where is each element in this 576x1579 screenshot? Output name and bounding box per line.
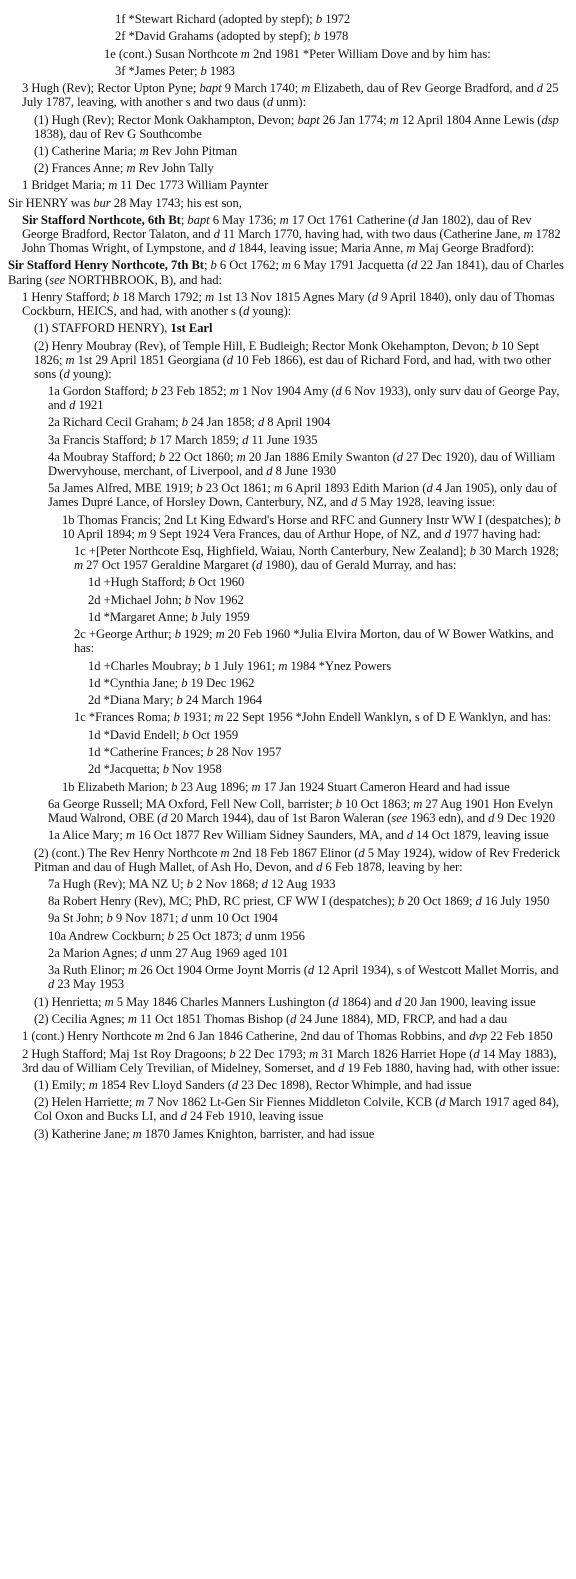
- genealogy-page: [0, 12, 576, 1144]
- genealogy-entry: (1) Hugh (Rev); Rector Monk Oakhampton, Devon; bapt 26 Jan 1774; m 12 April 1804 Anne Lewis (dsp 1838), dau of Rev G Southcombe: [34, 112, 559, 141]
- genealogy-entry: 2c +George Arthur; b 1929; m 20 Feb 1960 *Julia Elvira Morton, dau of W Bower Watkins, and has:: [74, 627, 554, 656]
- genealogy-entry: 2d *Jacquetta; b Nov 1958: [88, 762, 222, 777]
- genealogy-entry: 3a Ruth Elinor; m 26 Oct 1904 Orme Joynt Morris (d 12 April 1934), s of Westcott Mallet Morris, and d 23 May 1953: [48, 963, 559, 992]
- genealogy-entry: 1 (cont.) Henry Northcote m 2nd 6 Jan 1846 Catherine, 2nd dau of Thomas Robbins, and dvp 22 Feb 1850: [22, 1029, 553, 1044]
- genealogy-entry: 1d *Catherine Frances; b 28 Nov 1957: [88, 745, 282, 760]
- genealogy-entry: (2) Cecilia Agnes; m 11 Oct 1851 Thomas Bishop (d 24 June 1884), MD, FRCP, and had a dau: [34, 1011, 508, 1026]
- genealogy-entry: 1 Henry Stafford; b 18 March 1792; m 1st 13 Nov 1815 Agnes Mary (d 9 April 1840), only dau of Thomas Cockburn, HEICS, and had, with another s (d young):: [22, 289, 555, 318]
- genealogy-entry: 1 Bridget Maria; m 11 Dec 1773 William Paynter: [22, 178, 269, 193]
- genealogy-entry: (1) Catherine Maria; m Rev John Pitman: [34, 143, 238, 158]
- genealogy-entry: 2a Richard Cecil Graham; b 24 Jan 1858; d 8 April 1904: [48, 415, 331, 430]
- genealogy-entry: (1) Emily; m 1854 Rev Lloyd Sanders (d 23 Dec 1898), Rector Whimple, and had issue: [34, 1077, 472, 1092]
- genealogy-entry: 1f *Stewart Richard (adopted by stepf); b 1972: [115, 12, 351, 26]
- genealogy-entry: 4a Moubray Stafford; b 22 Oct 1860; m 20 Jan 1886 Emily Swanton (d 27 Dec 1920), dau of William Dwervyhouse, merchant, of Liverpool, and d 8 June 1930: [48, 449, 556, 478]
- genealogy-entry: 7a Hugh (Rev); MA NZ U; b 2 Nov 1868; d 12 Aug 1933: [48, 876, 336, 891]
- genealogy-entry: 10a Andrew Cockburn; b 25 Oct 1873; d unm 1956: [48, 928, 305, 943]
- genealogy-entry: 1a Gordon Stafford; b 23 Feb 1852; m 1 Nov 1904 Amy (d 6 Nov 1933), only surv dau of George Pay, and d 1921: [48, 383, 560, 413]
- genealogy-entry: 1d *Cynthia Jane; b 19 Dec 1962: [88, 675, 255, 690]
- genealogy-entry: 1b Elizabeth Marion; b 23 Aug 1896; m 17 Jan 1924 Stuart Cameron Heard and had issue: [62, 779, 510, 794]
- genealogy-entry: 2d +Michael John; b Nov 1962: [88, 592, 244, 607]
- genealogy-entry: 1b Thomas Francis; 2nd Lt King Edward's Horse and RFC and Gunnery Instr WW I (despatches); b 10 April 1894; m 9 Sept 1924 Vera Frances, dau of Arthur Hope, of NZ, and d 1977 having had:: [62, 512, 561, 541]
- genealogy-entry: 1e (cont.) Susan Northcote m 2nd 1981 *Peter William Dove and by him has:: [104, 46, 491, 61]
- genealogy-entry: Sir Stafford Henry Northcote, 7th Bt; b 6 Oct 1762; m 6 May 1791 Jacquetta (d 22 Jan 1841), dau of Charles Baring (see NORTHBROOK, B), and had:: [8, 258, 564, 287]
- genealogy-entry: 1a Alice Mary; m 16 Oct 1877 Rev William Sidney Saunders, MA, and d 14 Oct 1879, leaving issue: [48, 828, 549, 843]
- genealogy-entry: 1d +Charles Moubray; b 1 July 1961; m 1984 *Ynez Powers: [88, 658, 392, 673]
- genealogy-entry: 6a George Russell; MA Oxford, Fell New Coll, barrister; b 10 Oct 1863; m 27 Aug 1901 Hon Evelyn Maud Walrond, OBE (d 20 March 1944), dau of 1st Baron Waleran (see 1963 edn), and d 9 Dec 1920: [48, 796, 555, 825]
- genealogy-entry: 1c +[Peter Northcote Esq, Highfield, Waiau, North Canterbury, New Zealand]; b 30 March 1928; m 27 Oct 1957 Geraldine Margaret (d 1980), dau of Gerald Murray, and has:: [74, 544, 559, 573]
- genealogy-entry: (2) Frances Anne; m Rev John Tally: [34, 161, 214, 176]
- genealogy-entry: 2d *Diana Mary; b 24 March 1964: [88, 693, 263, 708]
- genealogy-entry: 1d *Margaret Anne; b July 1959: [88, 609, 250, 624]
- genealogy-entry: 2f *David Grahams (adopted by stepf); b 1978: [115, 29, 349, 44]
- genealogy-entry: Sir HENRY was bur 28 May 1743; his est son,: [8, 195, 242, 210]
- genealogy-entry: (1) Henrietta; m 5 May 1846 Charles Manners Lushington (d 1864) and d 20 Jan 1900, leaving issue: [34, 994, 536, 1009]
- genealogy-entry: (2) Helen Harriette; m 7 Nov 1862 Lt-Gen Sir Fiennes Middleton Colvile, KCB (d March 1917 aged 84), Col Oxon and Bucks LI, and d 24 Feb 1910, leaving issue: [34, 1095, 559, 1124]
- genealogy-entry: 5a James Alfred, MBE 1919; b 23 Oct 1861; m 6 April 1893 Edith Marion (d 4 Jan 1905), only dau of James Dupré Lance, of Horsley Down, Canterbury, NZ, and d 5 May 1928, leaving issue:: [48, 481, 558, 510]
- genealogy-entry: 3a Francis Stafford; b 17 March 1859; d 11 June 1935: [48, 432, 318, 447]
- genealogy-entry: 3f *James Peter; b 1983: [115, 63, 235, 78]
- genealogy-entry: 2a Marion Agnes; d unm 27 Aug 1969 aged 101: [48, 946, 289, 961]
- genealogy-entry: (2) (cont.) The Rev Henry Northcote m 2nd 18 Feb 1867 Elinor (d 5 May 1924), widow of Rev Frederick Pitman and dau of Hugh Mallet, of Ash Ho, Devon, and d 6 Feb 1878, leaving by her:: [34, 845, 561, 874]
- genealogy-entry: Sir Stafford Northcote, 6th Bt; bapt 6 May 1736; m 17 Oct 1761 Catherine (d Jan 1802), dau of Rev George Bradford, Rector Talaton, and d 11 March 1770, having had, with two daus (Catherine Jane, m 1782 John Thomas Wright, of Lympstone, and d 1844, leaving issue; Maria Anne, m Maj George Bradford):: [22, 213, 561, 256]
- genealogy-entry: (3) Katherine Jane; m 1870 James Knighton, barrister, and had issue: [34, 1126, 375, 1141]
- genealogy-entry: 8a Robert Henry (Rev), MC; PhD, RC priest, CF WW I (despatches); b 20 Oct 1869; d 16 July 1950: [48, 894, 550, 909]
- genealogy-entry: 1c *Frances Roma; b 1931; m 22 Sept 1956 *John Endell Wanklyn, s of D E Wanklyn, and has:: [74, 710, 552, 725]
- genealogy-entry: (1) STAFFORD HENRY), 1st Earl: [34, 321, 213, 336]
- genealogy-entry: (2) Henry Moubray (Rev), of Temple Hill, E Budleigh; Rector Monk Okehampton, Devon; b 10 Sept 1826; m 1st 29 April 1851 Georgiana (d 10 Feb 1866), est dau of Richard Ford, and had, with two other sons (d young):: [34, 338, 551, 381]
- genealogy-entry: 9a St John; b 9 Nov 1871; d unm 10 Oct 1904: [48, 911, 278, 926]
- genealogy-entry: 2 Hugh Stafford; Maj 1st Roy Dragoons; b 22 Dec 1793; m 31 March 1826 Harriet Hope (d 14 May 1883), 3rd dau of William Cely Trevilian, of Midelney, Somerset, and d 19 Feb 1880, having had, with other issue:: [22, 1046, 560, 1075]
- genealogy-entry: 3 Hugh (Rev); Rector Upton Pyne; bapt 9 March 1740; m Elizabeth, dau of Rev George Bradford, and d 25 July 1787, leaving, with another s and two daus (d unm):: [22, 81, 559, 110]
- genealogy-entry: 1d *David Endell; b Oct 1959: [88, 727, 239, 742]
- genealogy-entry: 1d +Hugh Stafford; b Oct 1960: [88, 575, 245, 590]
